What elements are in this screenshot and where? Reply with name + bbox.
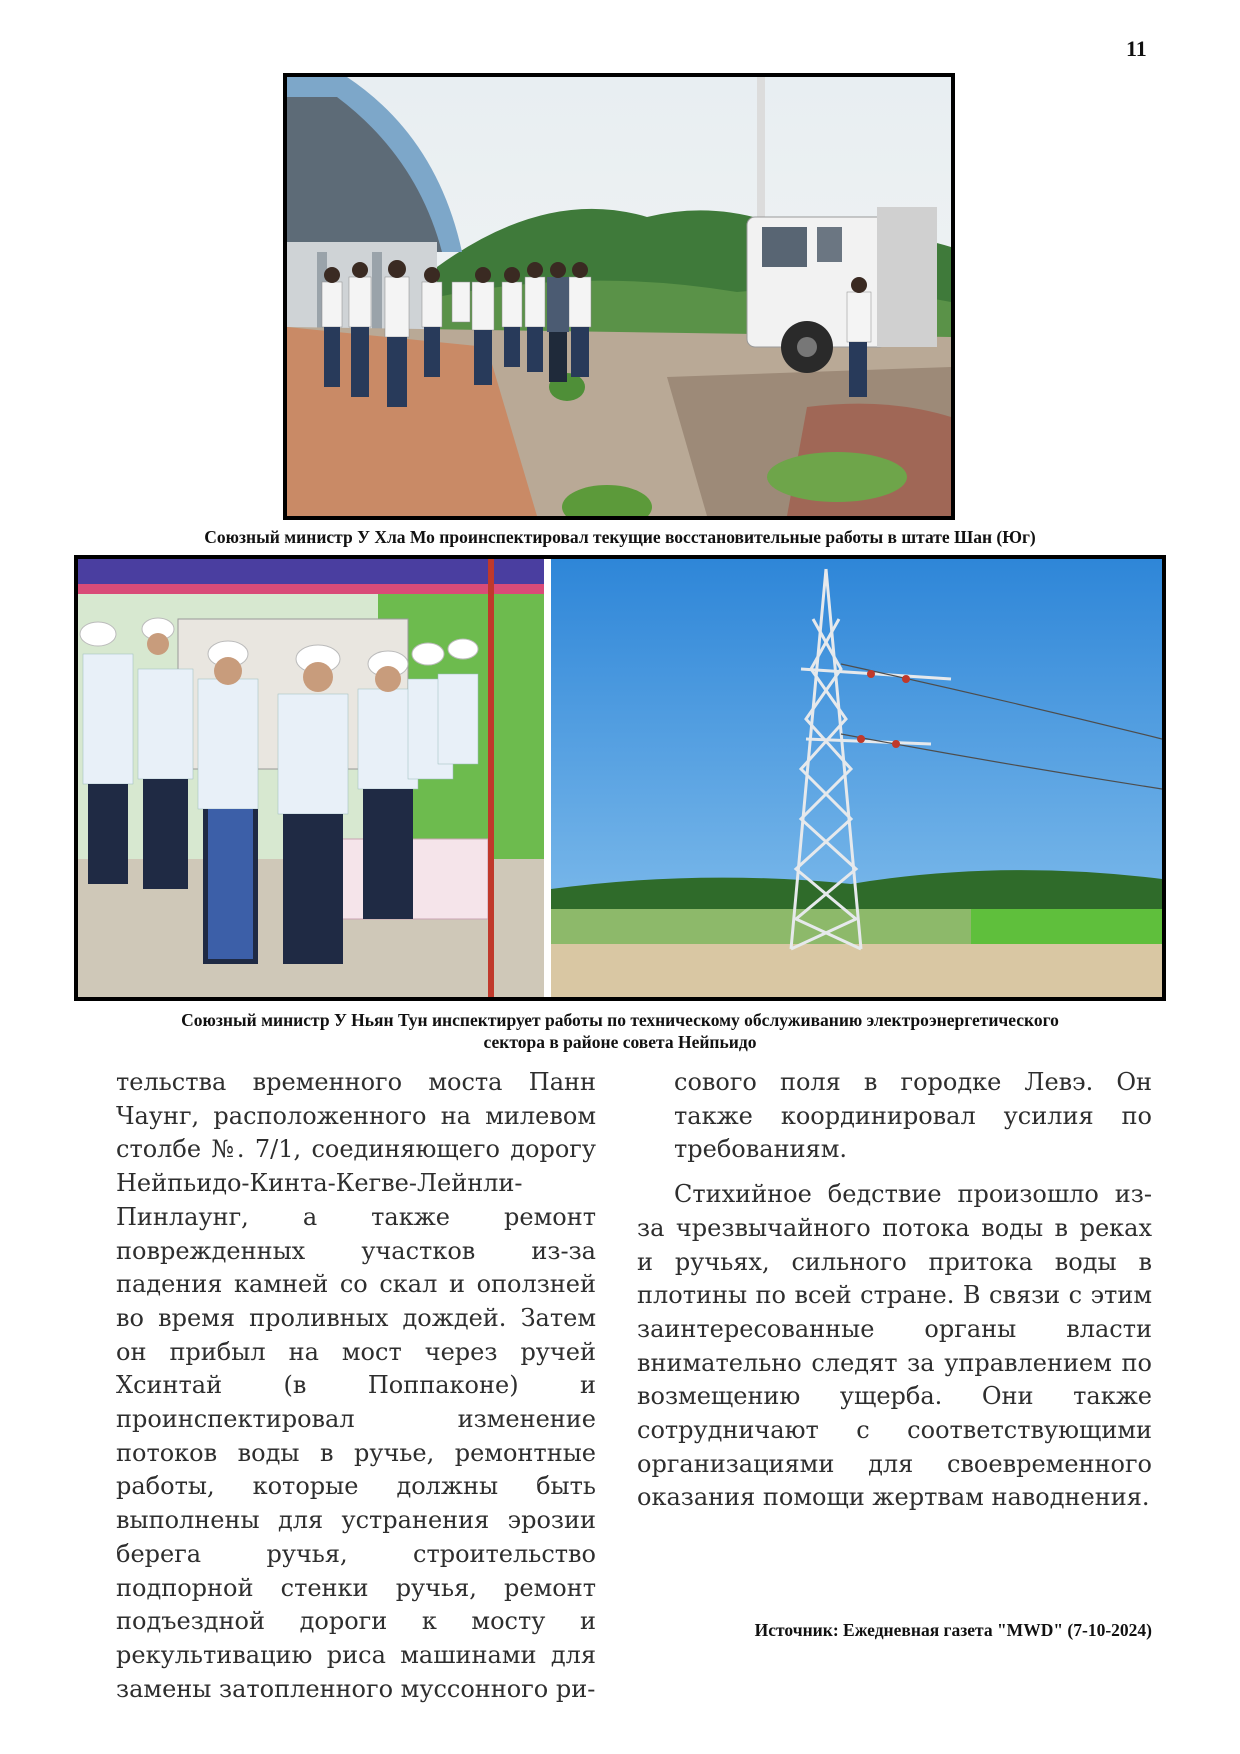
- figure2-caption-line1: Союзный министр У Ньян Тун инспектирует работы по техническому обслуживанию электроэнергетического: [181, 1010, 1059, 1030]
- photo-officials-hard-hats: [78, 559, 544, 997]
- article-right-paragraph-2: Стихийное бедствие произошло из-за чрезвычайного потока воды в реках и ручьях, сильного притока воды в плотины по всей стране. В связи с этим заинтересованные органы власти внимательно следят за управлением по возмещению ущерба. Они также сотрудничают с соответствующими организациями для своевременного оказания помощи жертвам наводнения.: [637, 1180, 1152, 1512]
- figure2-caption-line2: сектора в районе совета Нейпьидо: [483, 1032, 757, 1052]
- photo-power-sector-inspection: [74, 555, 1166, 1001]
- photo-inspection-shan: [283, 73, 955, 520]
- article-left-paragraph: тельства временного моста Панн Чаунг, расположенного на милевом столбе №. 7/1, соединяющего дорогу Нейпьидо-Кинта-Кегве-Лейнли-Пинлаунг, а также ремонт поврежденных участков из-за падения камней со скал и оползней во время проливных дождей. Затем он прибыл на мост через ручей Хсинтай (в Поппаконе) и проинспектировал изменение потоков воды в ручье, ремонтные работы, которые должны быть выполнены для устранения эрозии берега ручья, строительство подпорной стенки ручья, ремонт подъездной дороги к мосту и рекультивацию риса машинами для замены затопленного муссонного ри-: [116, 1068, 596, 1703]
- article-left-column: [116, 1066, 596, 1706]
- page-number: 11: [1126, 36, 1147, 61]
- figure2-caption: [80, 1009, 1160, 1053]
- source-credit: Источник: Ежедневная газета "MWD" (7-10-2024): [754, 1620, 1152, 1640]
- photo-transmission-tower: [551, 559, 1162, 997]
- figure1-caption: Союзный министр У Хла Мо проинспектировал текущие восстановительные работы в штате Шан (Юг): [204, 527, 1036, 547]
- article-right-paragraph-1: сового поля в городке Левэ. Он также координировал усилия по требованиям.: [674, 1068, 1152, 1164]
- article-right-column: [637, 1066, 1152, 1515]
